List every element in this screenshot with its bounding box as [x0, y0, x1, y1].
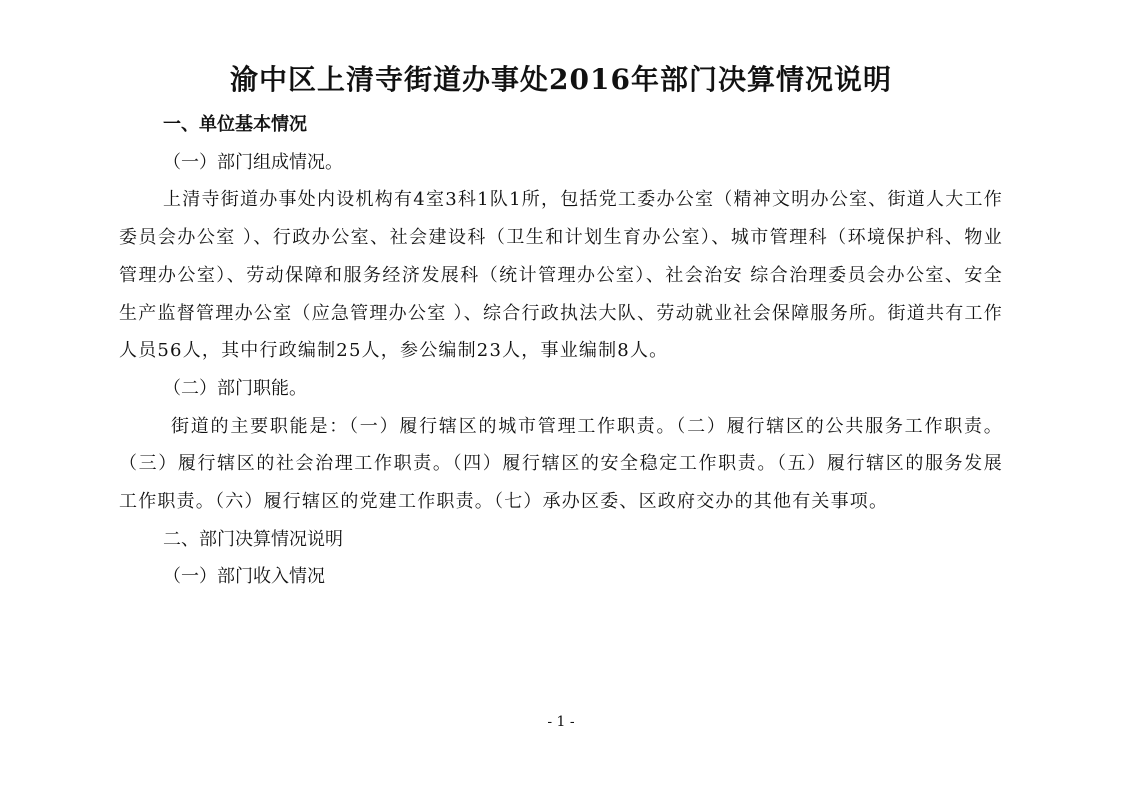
paragraph-department-functions: 街道的主要职能是：（一）履行辖区的城市管理工作职责。（二）履行辖区的公共服务工作职责。（三）履行辖区的社会治理工作职责。（四）履行辖区的安全稳定工作职责。（五）履行辖区的服务发展工作职责。（六）履行辖区的党建工作职责。（七）承办区委、区政府交办的其他有关事项。: [119, 415, 1003, 513]
page-title: 渝中区上清寺街道办事处2016年部门决算情况说明: [230, 63, 892, 96]
document-body: [119, 106, 1003, 596]
section-heading-final-accounts: 二、部门决算情况说明: [163, 528, 343, 550]
subheading-department-functions: （二）部门职能。: [163, 377, 307, 399]
paragraph-department-composition: 上清寺街道办事处内设机构有4室3科1队1所，包括党工委办公室（精神文明办公室、街道人大工作委员会办公室 ）、行政办公室、社会建设科（卫生和计划生育办公室）、城市管理科（环境保护科、物业管理办公室）、劳动保障和服务经济发展科（统计管理办公室）、社会治安 综合治理委员会办公室、安全生产监督管理办公室（应急管理办公室 ）、综合行政执法大队、劳动就业社会保障服务所。街道共有工作人员56人，其中行政编制25人，参公编制23人，事业编制8人。: [119, 189, 1003, 362]
subheading-department-composition: （一）部门组成情况。: [163, 151, 343, 173]
section-heading-basic-info: 一、单位基本情况: [163, 114, 307, 135]
subheading-department-income: （一）部门收入情况: [163, 566, 325, 588]
page-number: - 1 -: [547, 714, 575, 730]
